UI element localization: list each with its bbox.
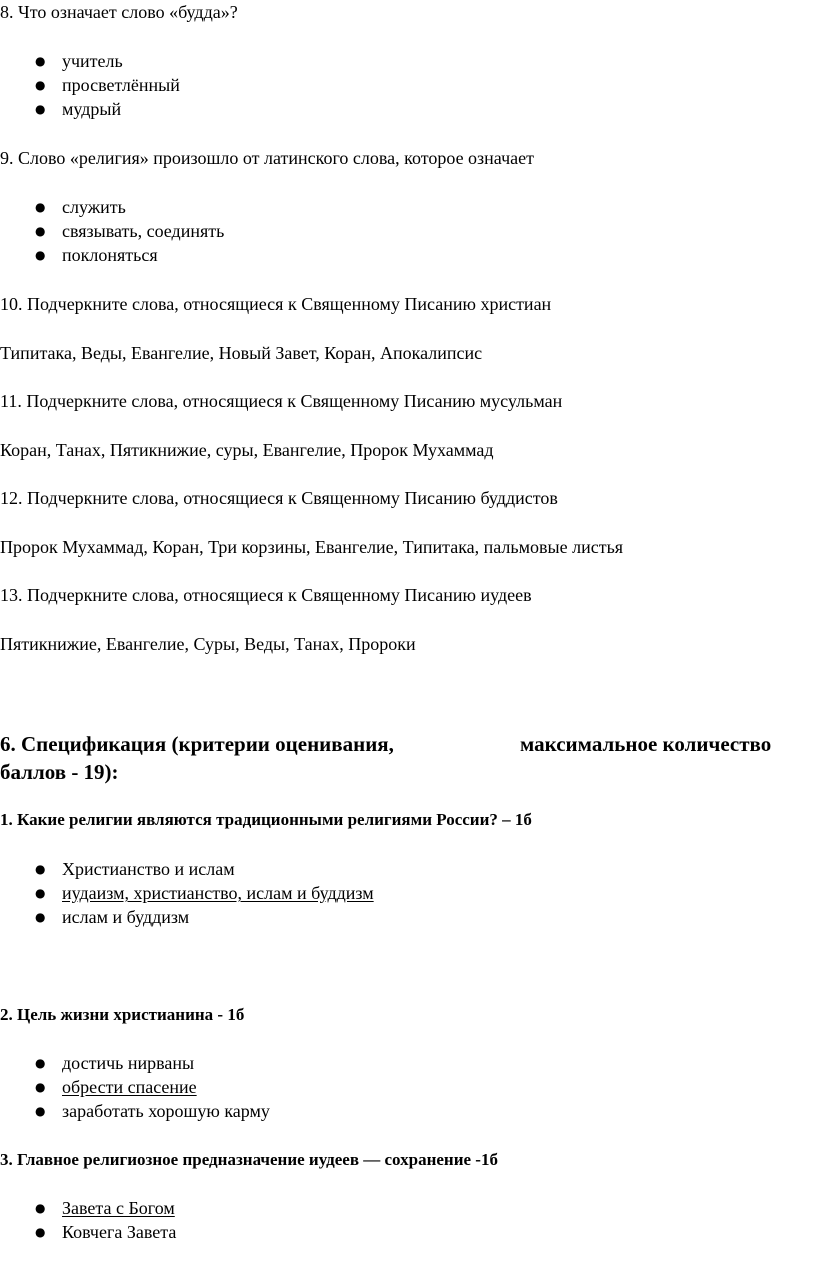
- list-item: ● достичь нирваны: [35, 1053, 195, 1073]
- spec-heading-right: максимальное количество: [520, 732, 772, 756]
- correct-answer: обрести спасение: [62, 1077, 197, 1097]
- bullet-icon: ●: [35, 910, 46, 924]
- bullet-icon: ●: [35, 224, 46, 238]
- question-10: 10. Подчеркните слова, относящиеся к Священному Писанию христиан: [0, 294, 552, 314]
- spec-question-1: 1. Какие религии являются традиционными религиями России? – 1б: [0, 810, 532, 829]
- question-12: 12. Подчеркните слова, относящиеся к Священному Писанию буддистов: [0, 488, 558, 508]
- question-8: 8. Что означает слово «будда»?: [0, 2, 238, 22]
- list-item: ● ислам и буддизм: [35, 907, 190, 927]
- bullet-icon: ●: [35, 862, 46, 876]
- spec-question-3: 3. Главное религиозное предназначение иудеев — сохранение -1б: [0, 1150, 498, 1169]
- question-13: 13. Подчеркните слова, относящиеся к Священному Писанию иудеев: [0, 585, 532, 605]
- correct-answer: Завета с Богом: [62, 1198, 175, 1218]
- spec-heading-line2: баллов - 19):: [0, 760, 119, 784]
- list-item: ● мудрый: [35, 99, 122, 119]
- spec-question-1-options: [0, 857, 374, 929]
- bullet-icon: ●: [35, 1104, 46, 1118]
- question-11-words: Коран, Танах, Пятикнижие, суры, Евангелие, Пророк Мухаммад: [0, 440, 494, 460]
- list-item: [0, 881, 374, 905]
- list-item: [0, 1075, 270, 1099]
- spec-question-2-options: [0, 1051, 270, 1123]
- question-9: 9. Слово «религия» произошло от латинского слова, которое означает: [0, 148, 534, 168]
- spec-heading-left: 6. Спецификация (критерии оценивания,: [0, 732, 394, 756]
- question-12-words: Пророк Мухаммад, Коран, Три корзины, Евангелие, Типитака, пальмовые листья: [0, 537, 624, 557]
- bullet-icon: ●: [35, 886, 46, 900]
- bullet-icon: ●: [35, 1225, 46, 1239]
- spec-question-3-options: [0, 1196, 176, 1244]
- correct-answer: иудаизм, христианство, ислам и буддизм: [62, 883, 374, 903]
- list-item: ● поклоняться: [35, 245, 158, 265]
- question-9-options: [0, 195, 224, 267]
- bullet-icon: ●: [35, 1201, 46, 1215]
- list-item: [0, 1196, 176, 1220]
- bullet-icon: ●: [35, 248, 46, 262]
- bullet-icon: ●: [35, 1056, 46, 1070]
- bullet-icon: ●: [35, 102, 46, 116]
- spec-question-2: 2. Цель жизни христианина - 1б: [0, 1005, 245, 1024]
- question-13-words: Пятикнижие, Евангелие, Суры, Веды, Танах, Пророки: [0, 634, 416, 654]
- list-item: ● учитель: [35, 51, 123, 71]
- list-item: ● Христианство и ислам: [35, 859, 235, 879]
- question-8-options: [0, 49, 180, 121]
- list-item: ● служить: [35, 197, 126, 217]
- list-item: ● просветлённый: [35, 75, 180, 95]
- list-item: ● связывать, соединять: [35, 221, 225, 241]
- question-11: 11. Подчеркните слова, относящиеся к Священному Писанию мусульман: [0, 391, 563, 411]
- list-item: ● заработать хорошую карму: [35, 1101, 270, 1121]
- question-10-words: Типитака, Веды, Евангелие, Новый Завет, Коран, Апокалипсис: [0, 343, 483, 363]
- bullet-icon: ●: [35, 200, 46, 214]
- list-item: ● Ковчега Завета: [35, 1222, 177, 1242]
- bullet-icon: ●: [35, 78, 46, 92]
- bullet-icon: ●: [35, 1080, 46, 1094]
- bullet-icon: ●: [35, 54, 46, 68]
